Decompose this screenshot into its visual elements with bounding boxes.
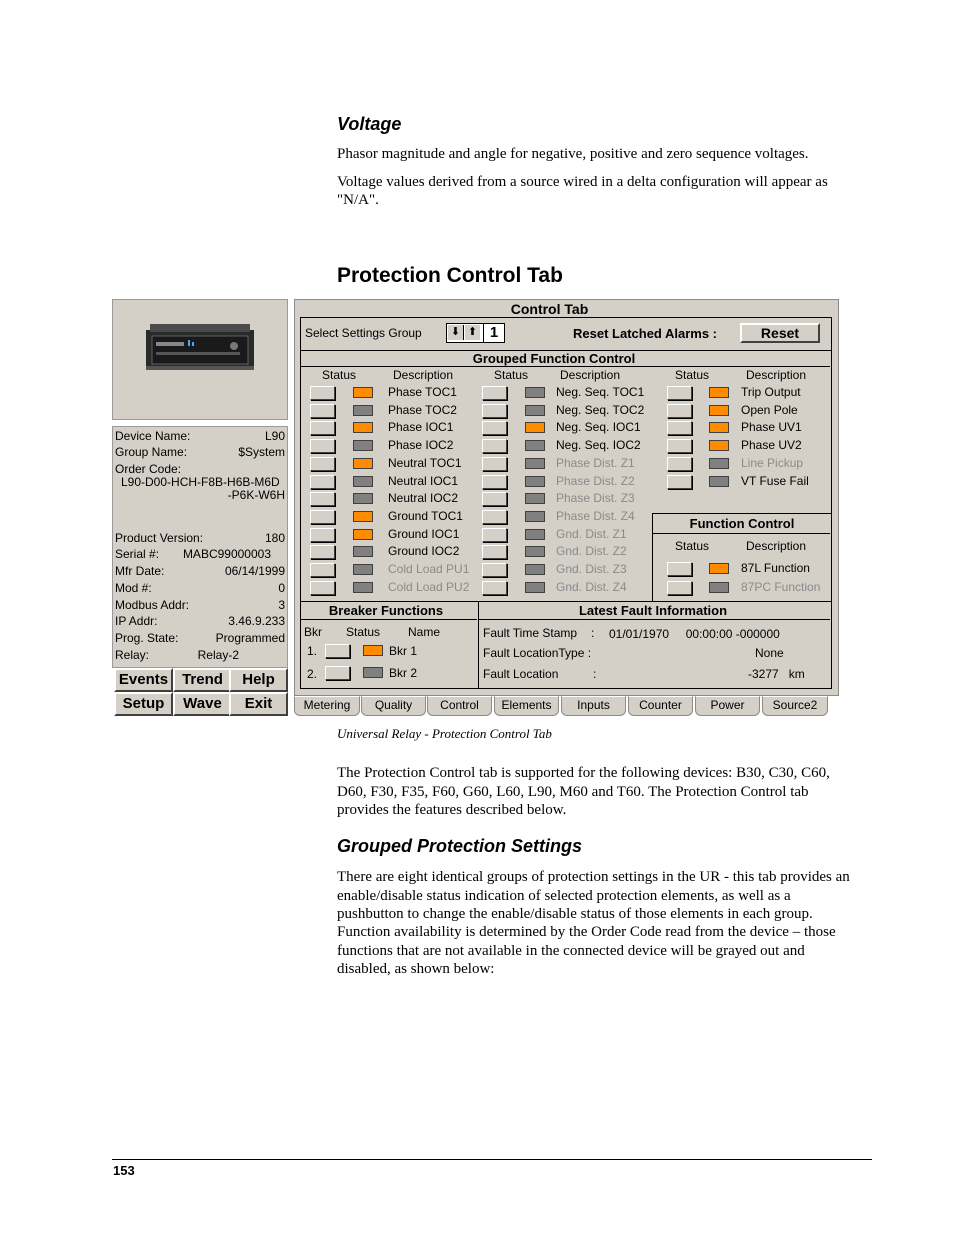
col3-row-1-led [709, 405, 729, 416]
col1-row-1-led [353, 405, 373, 416]
fault-location-label: Fault Location [483, 667, 559, 681]
exit-button[interactable]: Exit [229, 692, 288, 716]
fault-type-label: Fault LocationType : [483, 646, 592, 660]
info-modbus: Modbus Addr: 3 [115, 598, 285, 612]
col3-row-3-desc: Phase UV2 [741, 438, 802, 453]
col2-row-0-button[interactable] [482, 386, 507, 400]
col2-row-10-desc: Gnd. Dist. Z3 [556, 562, 627, 576]
tab-counter[interactable]: Counter [628, 696, 693, 716]
fc-row-0-desc: 87L Function [741, 561, 810, 575]
body-para-2-line4: Function availability is determined by the Order Code read from the device – those [337, 924, 836, 940]
col2-row-8-desc: Gnd. Dist. Z1 [556, 526, 627, 541]
breaker-2-num: 2. [307, 667, 318, 681]
body-para-2-line6: disabled, as shown below: [337, 961, 495, 977]
fault-location-sep: : [593, 667, 597, 681]
tab-metering[interactable]: Metering [294, 696, 360, 716]
setup-button[interactable]: Setup [114, 692, 173, 716]
col3-row-5-desc: VT Fuse Fail [741, 473, 809, 488]
col1-row-2-button[interactable] [310, 421, 335, 435]
fc-row-0-button[interactable] [667, 562, 692, 576]
col3-row-1-desc: Open Pole [741, 402, 798, 417]
fc-row-1-led [709, 582, 729, 593]
body-para-1a: The Protection Control tab is supported for the following devices: B30, C30, C60, [337, 765, 830, 781]
function-control-title: Function Control [689, 516, 795, 531]
info-prog-state: Prog. State: Programmed [115, 631, 285, 645]
col2-row-7-led [525, 511, 545, 522]
col1-row-0-button[interactable] [310, 386, 335, 400]
breaker-1-name: Bkr 1 [389, 644, 418, 658]
info-order-code-1: L90-D00-HCH-F8B-H6B-M6D [121, 475, 280, 489]
col1-row-6-led [353, 493, 373, 504]
col3-row-5-led [709, 476, 729, 487]
col1-row-7-button[interactable] [310, 510, 335, 524]
col1-row-2-desc: Phase IOC1 [388, 420, 454, 435]
col3-row-0-led [709, 387, 729, 398]
col3-desc-header: Description [746, 368, 807, 382]
col2-row-9-desc: Gnd. Dist. Z2 [556, 544, 627, 559]
col2-row-1-desc: Neg. Seq. TOC2 [556, 402, 645, 417]
info-device-name: Device Name: L90 [115, 429, 285, 443]
col1-row-2-led [353, 422, 373, 433]
body-para-1b: D60, F30, F35, F60, G60, L60, L90, M60 and T60. The Protection Control tab [337, 784, 809, 800]
breaker-title: Breaker Functions [328, 603, 444, 618]
fc-desc-header: Description [746, 539, 807, 553]
col1-row-8-desc: Ground IOC1 [388, 526, 460, 541]
group-value[interactable]: 1 [483, 323, 505, 343]
col3-status-header: Status [675, 368, 710, 382]
breaker-2-button[interactable] [325, 666, 350, 680]
body-para-2-line3: pushbutton to change the enable/disable status of those elements in each group. [337, 906, 813, 922]
col2-row-0-desc: Neg. Seq. TOC1 [556, 385, 645, 399]
col1-row-9-desc: Ground IOC2 [388, 544, 460, 559]
col2-row-6-led [525, 493, 545, 504]
breaker-col-status: Status [346, 625, 381, 639]
tab-source2[interactable]: Source2 [762, 696, 828, 716]
body-para-2-line2: enable/disable status indication of selected protection elements, as well as a [337, 888, 791, 904]
tab-inputs[interactable]: Inputs [561, 696, 626, 716]
panel-title: Control Tab [510, 301, 589, 317]
col2-row-6-desc: Phase Dist. Z3 [556, 491, 635, 506]
col2-row-10-button [482, 563, 507, 577]
col1-row-10-led [353, 564, 373, 575]
figure-caption: Universal Relay - Protection Control Tab [337, 726, 552, 741]
spin-up-icon[interactable]: ⬆ [465, 325, 480, 340]
info-order-code: Order Code: [115, 462, 182, 476]
col3-row-0-desc: Trip Output [741, 385, 801, 399]
col2-row-4-button [482, 457, 507, 471]
fault-time-value: 01/01/1970 00:00:00 -000000 [609, 627, 780, 641]
col2-row-11-button [482, 581, 507, 595]
tab-quality[interactable]: Quality [361, 696, 426, 716]
col1-row-9-button[interactable] [310, 545, 335, 559]
col1-row-3-desc: Phase IOC2 [388, 438, 454, 453]
col1-row-10-button [310, 563, 335, 577]
col1-row-1-button[interactable] [310, 404, 335, 418]
info-mfr-date: Mfr Date: 06/14/1999 [115, 564, 285, 578]
trend-button[interactable]: Trend [173, 668, 232, 692]
col1-row-11-button [310, 581, 335, 595]
col3-row-4-desc: Line Pickup [741, 455, 804, 470]
col3-row-5-button[interactable] [667, 475, 692, 489]
breaker-1-button[interactable] [325, 644, 350, 658]
fc-status-header: Status [675, 539, 710, 553]
col3-row-3-led [709, 440, 729, 451]
body-para-2-line1: There are eight identical groups of protection settings in the UR - this tab provides an [337, 869, 850, 885]
col1-row-5-led [353, 476, 373, 487]
col1-row-8-button[interactable] [310, 528, 335, 542]
body-para-2-line5: functions that are not available in the connected device will be grayed out and [337, 943, 805, 959]
col3-row-2-led [709, 422, 729, 433]
tab-power[interactable]: Power [695, 696, 760, 716]
fault-title: Latest Fault Information [578, 603, 728, 618]
fault-type-value: None [755, 646, 784, 660]
col2-status-header: Status [494, 368, 529, 382]
tab-control[interactable]: Control [427, 696, 492, 716]
col3-row-2-button[interactable] [667, 421, 692, 435]
col3-row-1-button[interactable] [667, 404, 692, 418]
col3-row-3-button[interactable] [667, 439, 692, 453]
col2-row-7-button [482, 510, 507, 524]
voltage-para-2b: "N/A". [337, 192, 379, 208]
fault-time-label: Fault Time Stamp [483, 626, 578, 640]
select-group-label: Select Settings Group [305, 326, 422, 340]
col1-status-header: Status [322, 368, 357, 382]
col2-row-1-led [525, 405, 545, 416]
col2-row-11-led [525, 582, 545, 593]
col1-row-4-desc: Neutral TOC1 [388, 455, 462, 470]
events-button[interactable]: Events [114, 668, 173, 692]
col1-row-11-desc: Cold Load PU2 [388, 579, 470, 594]
voltage-para-1: Phasor magnitude and angle for negative, positive and zero sequence voltages. [337, 146, 809, 162]
fault-time-sep: : [591, 626, 595, 640]
col1-row-1-desc: Phase TOC2 [388, 402, 457, 417]
voltage-para-2a: Voltage values derived from a source wired in a delta configuration will appear as [337, 174, 828, 190]
info-ip: IP Addr: 3.46.9.233 [115, 614, 285, 628]
col1-row-5-button[interactable] [310, 475, 335, 489]
fc-row-1-button [667, 581, 692, 595]
col2-row-9-button [482, 545, 507, 559]
info-group-name: Group Name: $System [115, 445, 285, 459]
info-serial: Serial #: MABC99000003 [115, 547, 271, 561]
col1-row-4-button[interactable] [310, 457, 335, 471]
device-info-box [112, 426, 288, 668]
col2-row-10-led [525, 564, 545, 575]
spin-down-icon[interactable]: ⬇ [448, 325, 464, 340]
section-title: Protection Control Tab [337, 264, 563, 287]
group-spinner[interactable] [446, 323, 484, 343]
info-product-version: Product Version: 180 [115, 531, 285, 545]
breaker-2-name: Bkr 2 [389, 666, 418, 680]
col2-row-3-led [525, 440, 545, 451]
col1-row-10-desc: Cold Load PU1 [388, 562, 470, 576]
col1-row-6-button[interactable] [310, 492, 335, 506]
help-button[interactable]: Help [229, 668, 288, 692]
col1-row-0-led [353, 387, 373, 398]
reset-alarms-label: Reset Latched Alarms : [573, 326, 718, 341]
breaker-2-led [363, 667, 383, 678]
wave-button[interactable]: Wave [173, 692, 232, 716]
breaker-1-led [363, 645, 383, 656]
col2-row-5-button [482, 475, 507, 489]
reset-button[interactable]: Reset [740, 323, 820, 343]
col2-row-1-button[interactable] [482, 404, 507, 418]
fc-row-0-led [709, 563, 729, 574]
info-order-code-2: -P6K-W6H [227, 488, 285, 502]
col2-row-3-desc: Neg. Seq. IOC2 [556, 438, 641, 453]
breaker-col-name: Name [408, 625, 441, 639]
col2-row-4-desc: Phase Dist. Z1 [556, 455, 635, 470]
col1-row-8-led [353, 529, 373, 540]
col3-row-0-button[interactable] [667, 386, 692, 400]
col2-row-2-desc: Neg. Seq. IOC1 [556, 420, 641, 435]
col1-row-6-desc: Neutral IOC2 [388, 491, 459, 506]
tab-elements[interactable]: Elements [494, 696, 559, 716]
info-relay: Relay: Relay-2 [115, 648, 239, 662]
footer-rule [112, 1159, 872, 1160]
col2-row-2-led [525, 422, 545, 433]
col1-row-3-led [353, 440, 373, 451]
col2-row-8-led [525, 529, 545, 540]
grouped-settings-heading: Grouped Protection Settings [337, 836, 583, 856]
body-para-1c: provides the features described below. [337, 802, 567, 818]
col2-row-9-led [525, 546, 545, 557]
col1-row-11-led [353, 582, 373, 593]
col2-row-3-button[interactable] [482, 439, 507, 453]
col2-row-6-button [482, 492, 507, 506]
col1-row-3-button[interactable] [310, 439, 335, 453]
info-mod: Mod #: 0 [115, 581, 285, 595]
col1-row-7-desc: Ground TOC1 [388, 508, 463, 523]
col2-row-4-led [525, 458, 545, 469]
relay-device-icon [146, 324, 254, 372]
col1-row-5-desc: Neutral IOC1 [388, 473, 459, 488]
fault-location-value: -3277 km [748, 667, 805, 681]
fc-row-1-desc: 87PC Function [741, 580, 821, 594]
col2-row-0-led [525, 387, 545, 398]
col1-row-7-led [353, 511, 373, 522]
col1-row-4-led [353, 458, 373, 469]
page-number: 153 [113, 1163, 135, 1178]
col1-row-0-desc: Phase TOC1 [388, 385, 457, 399]
col3-row-4-led [709, 458, 729, 469]
breaker-col-bkr: Bkr [304, 625, 322, 639]
col2-row-5-led [525, 476, 545, 487]
grouped-function-title: Grouped Function Control [472, 351, 636, 366]
col2-row-8-button [482, 528, 507, 542]
col2-desc-header: Description [560, 368, 621, 382]
col2-row-11-desc: Gnd. Dist. Z4 [556, 579, 627, 594]
col1-row-9-led [353, 546, 373, 557]
voltage-heading: Voltage [337, 114, 402, 134]
col3-row-4-button [667, 457, 692, 471]
col1-desc-header: Description [393, 368, 454, 382]
col2-row-5-desc: Phase Dist. Z2 [556, 473, 635, 488]
col3-row-2-desc: Phase UV1 [741, 420, 802, 435]
col2-row-7-desc: Phase Dist. Z4 [556, 508, 635, 523]
col2-row-2-button[interactable] [482, 421, 507, 435]
device-image-box [112, 299, 288, 420]
breaker-1-num: 1. [307, 644, 318, 658]
